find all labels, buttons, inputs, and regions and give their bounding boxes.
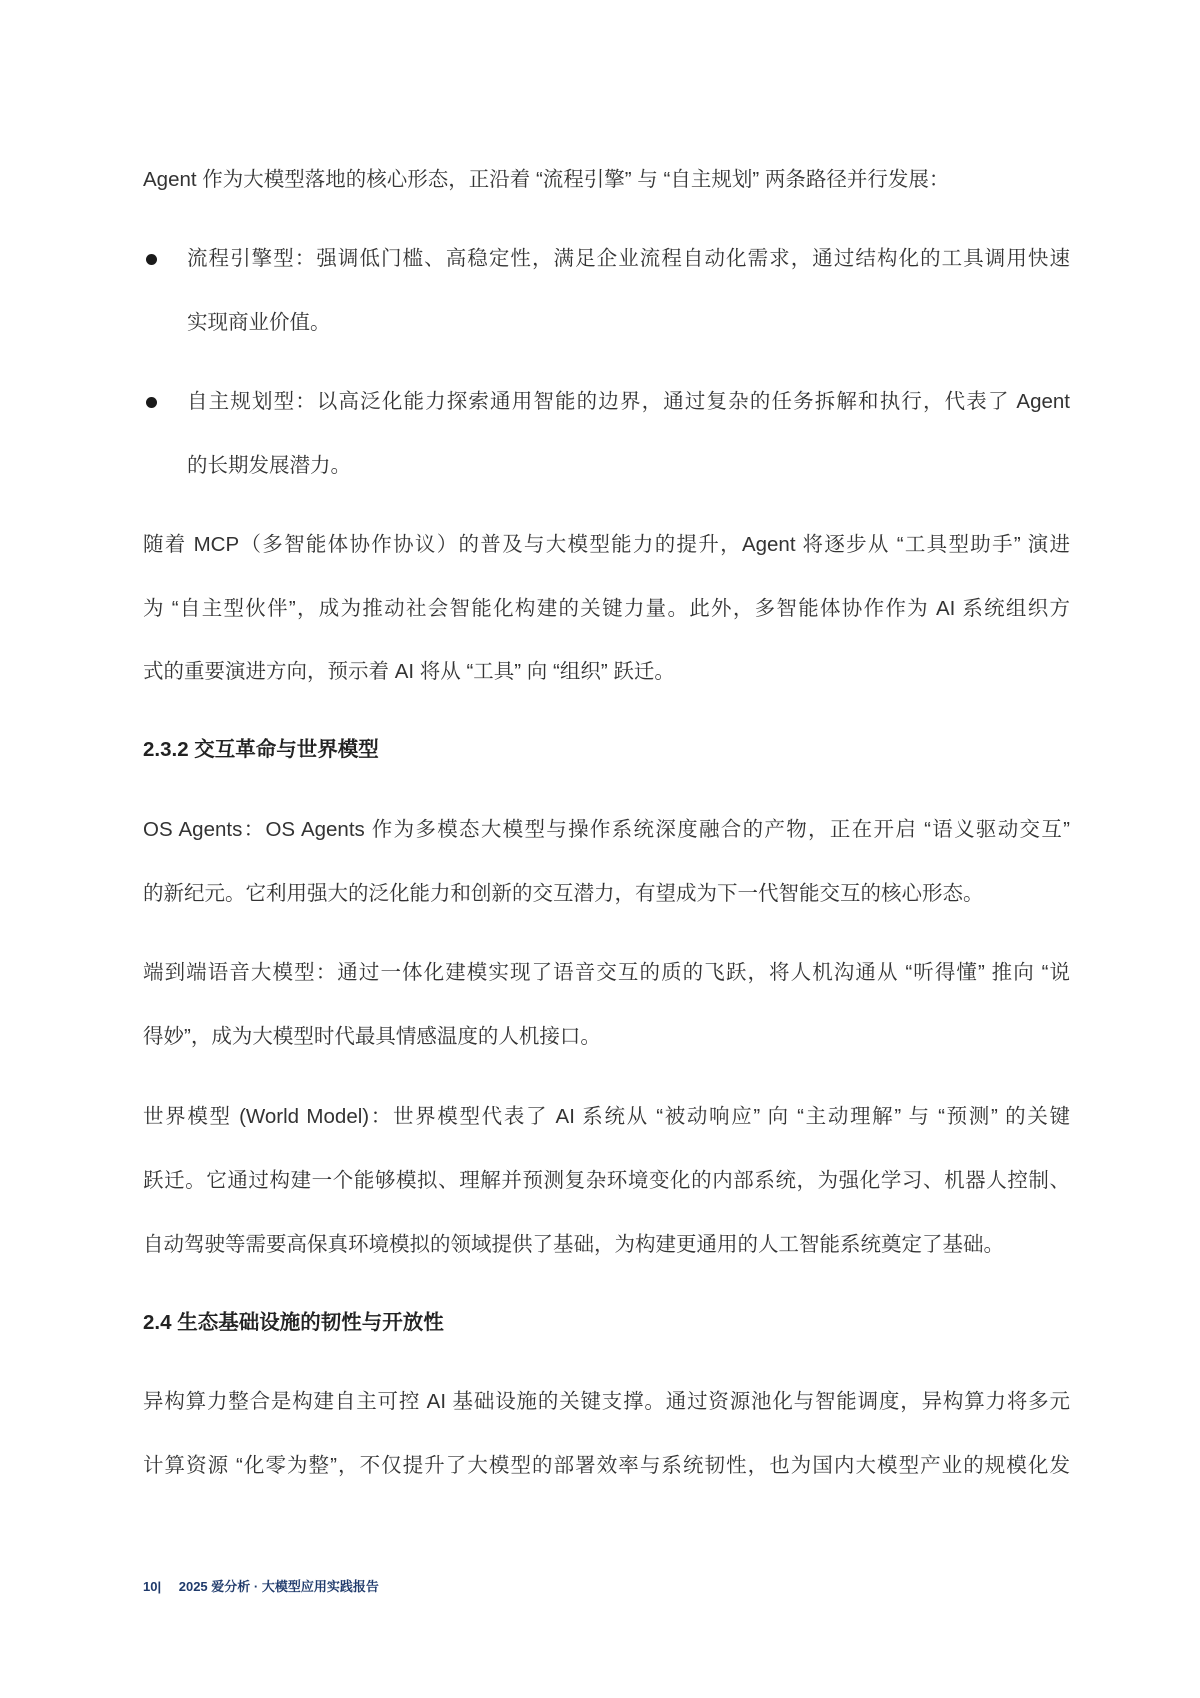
report-title: 2025 爱分析 · 大模型应用实践报告 <box>178 1579 379 1594</box>
page-footer <box>143 1576 379 1595</box>
text-line: 的长期发展潜力。 <box>187 454 351 477</box>
text-line: 计算资源 “化零为整”，不仅提升了大模型的部署效率与系统韧性，也为国内大模型产业的规模化发 <box>143 1454 1070 1477</box>
text-line: Agent 作为大模型落地的核心形态，正沿着 “流程引擎” 与 “自主规划” 两条路径并行发展： <box>143 168 950 191</box>
text-line: 端到端语音大模型：通过一体化建模实现了语音交互的质的飞跃，将人机沟通从 “听得懂” 推向 “说 <box>143 961 1070 984</box>
text-line: OS Agents：OS Agents 作为多模态大模型与操作系统深度融合的产物，正在开启 “语义驱动交互” <box>143 818 1070 841</box>
text-line: 异构算力整合是构建自主可控 AI 基础设施的关键支撑。通过资源池化与智能调度，异构算力将多元 <box>143 1390 1070 1413</box>
page-number: 10| <box>143 1579 162 1594</box>
bullet-icon <box>146 254 157 265</box>
text-line: 实现商业价值。 <box>187 311 331 334</box>
text-line: 的新纪元。它利用强大的泛化能力和创新的交互潜力，有望成为下一代智能交互的核心形态。 <box>143 882 984 905</box>
text-line: 式的重要演进方向，预示着 AI 将从 “工具” 向 “组织” 跃迁。 <box>143 660 675 683</box>
text-line: 自动驾驶等需要高保真环境模拟的领域提供了基础，为构建更通用的人工智能系统奠定了基础。 <box>143 1233 1004 1256</box>
text-line: 跃迁。它通过构建一个能够模拟、理解并预测复杂环境变化的内部系统，为强化学习、机器人控制、 <box>143 1169 1070 1192</box>
text-line: 自主规划型：以高泛化能力探索通用智能的边界，通过复杂的任务拆解和执行，代表了 Agent <box>187 390 1070 413</box>
text-line: 为 “自主型伙伴”，成为推动社会智能化构建的关键力量。此外，多智能体协作作为 AI 系统组织方 <box>143 597 1070 620</box>
bullet-icon <box>146 397 157 408</box>
section-heading-2-4: 2.4 生态基础设施的韧性与开放性 <box>143 1311 444 1334</box>
text-line: 世界模型 (World Model)：世界模型代表了 AI 系统从 “被动响应” 向 “主动理解” 与 “预测” 的关键 <box>143 1105 1070 1128</box>
text-line: 得妙”，成为大模型时代最具情感温度的人机接口。 <box>143 1025 601 1048</box>
text-line: 流程引擎型：强调低门槛、高稳定性，满足企业流程自动化需求，通过结构化的工具调用快速 <box>187 247 1070 270</box>
section-heading-2-3-2: 2.3.2 交互革命与世界模型 <box>143 738 379 761</box>
text-line: 随着 MCP（多智能体协作协议）的普及与大模型能力的提升，Agent 将逐步从 “工具型助手” 演进 <box>143 533 1070 556</box>
